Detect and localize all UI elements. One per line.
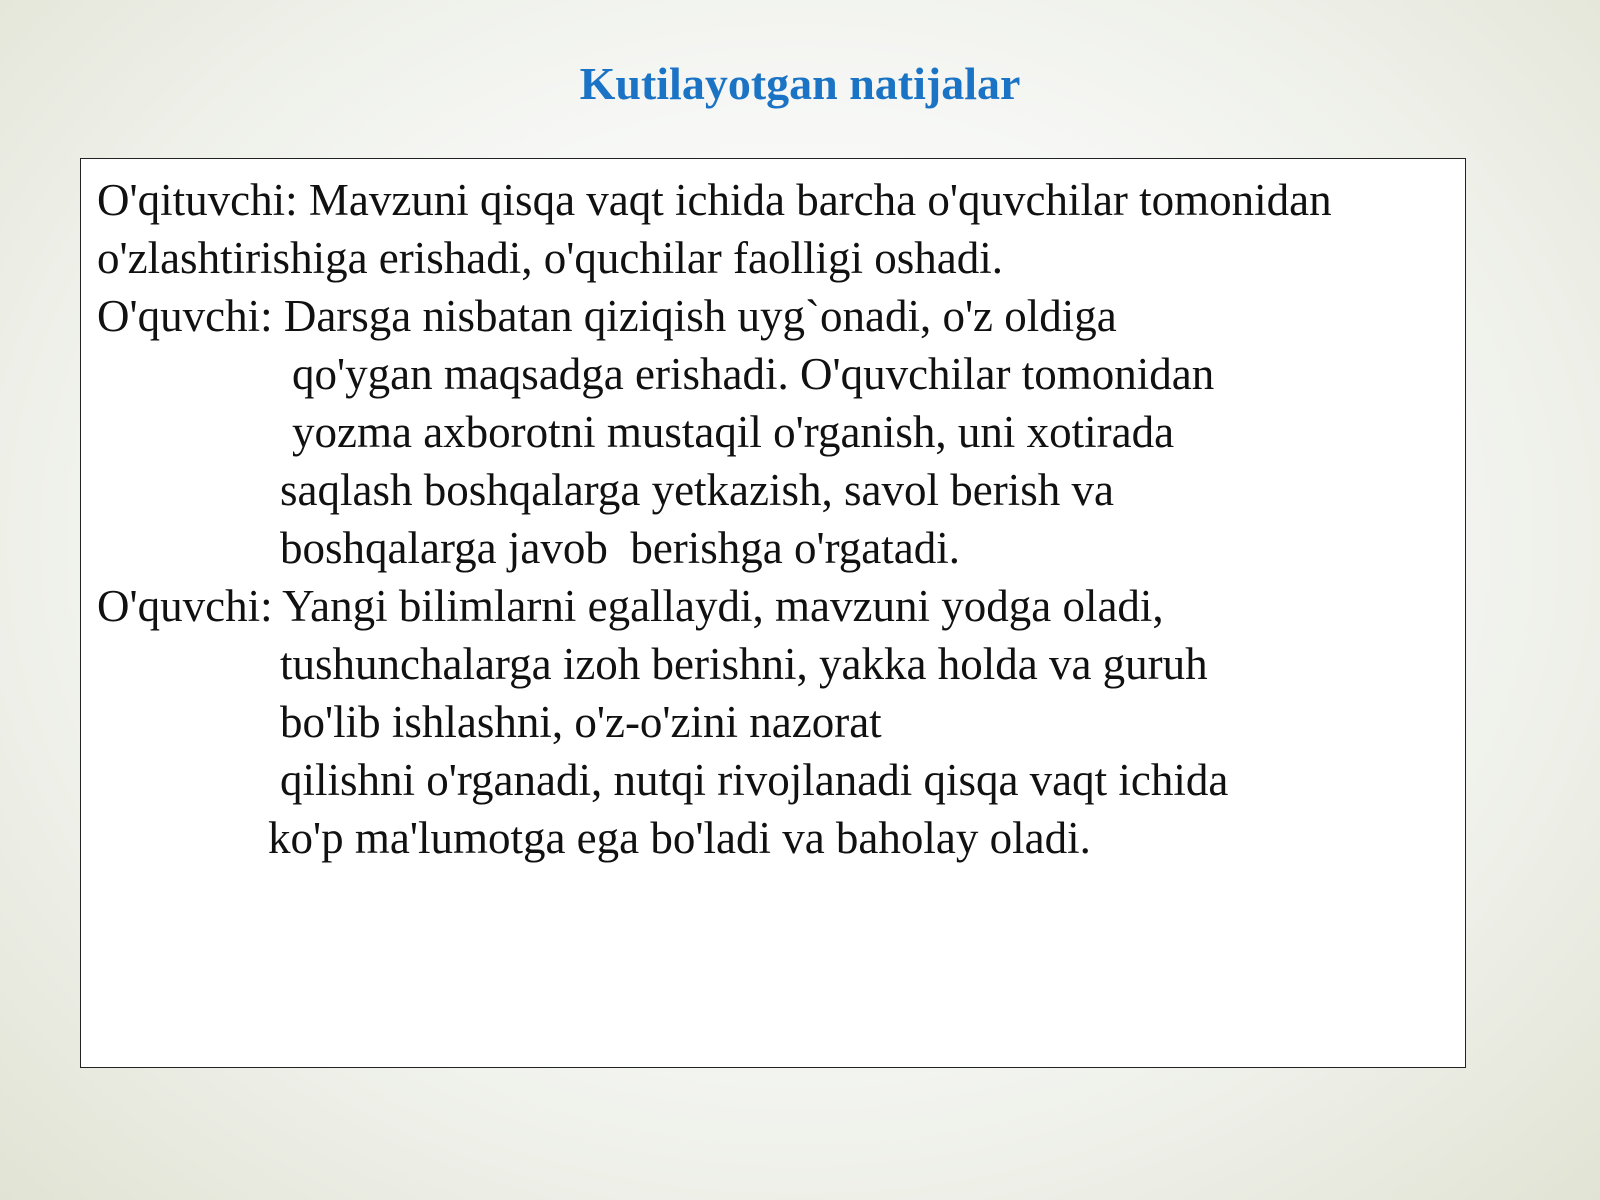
text-line-11: qilishni o'rganadi, nutqi rivojlanadi qisqa vaqt ichida — [280, 755, 1229, 805]
text-line-12: ko'p ma'lumotga ega bo'ladi va baholay oladi. — [268, 813, 1091, 863]
text-line-6: saqlash boshqalarga yetkazish, savol berish va — [280, 465, 1114, 515]
slide-title: Kutilayotgan natijalar — [579, 58, 1021, 109]
text-line-8: O'quvchi: Yangi bilimlarni egallaydi, mavzuni yodga oladi, — [97, 581, 1164, 631]
text-line-2: o'zlashtirishiga erishadi, o'quchilar faolligi oshadi. — [97, 233, 1003, 283]
text-line-1: O'qituvchi: Mavzuni qisqa vaqt ichida barcha o'quvchilar tomonidan — [97, 175, 1332, 225]
text-line-7: boshqalarga javob berishga o'rgatadi. — [280, 523, 961, 573]
content-text-box — [80, 158, 1466, 1068]
text-line-3: O'quvchi: Darsga nisbatan qiziqish uyg`onadi, o'z oldiga — [97, 291, 1117, 341]
text-line-9: tushunchalarga izoh berishni, yakka holda va guruh — [280, 639, 1208, 689]
text-line-10: bo'lib ishlashni, o'z-o'zini nazorat — [280, 697, 882, 747]
text-line-4: qo'ygan maqsadga erishadi. O'quvchilar tomonidan — [292, 349, 1215, 399]
text-line-5: yozma axborotni mustaqil o'rganish, uni xotirada — [292, 407, 1175, 457]
